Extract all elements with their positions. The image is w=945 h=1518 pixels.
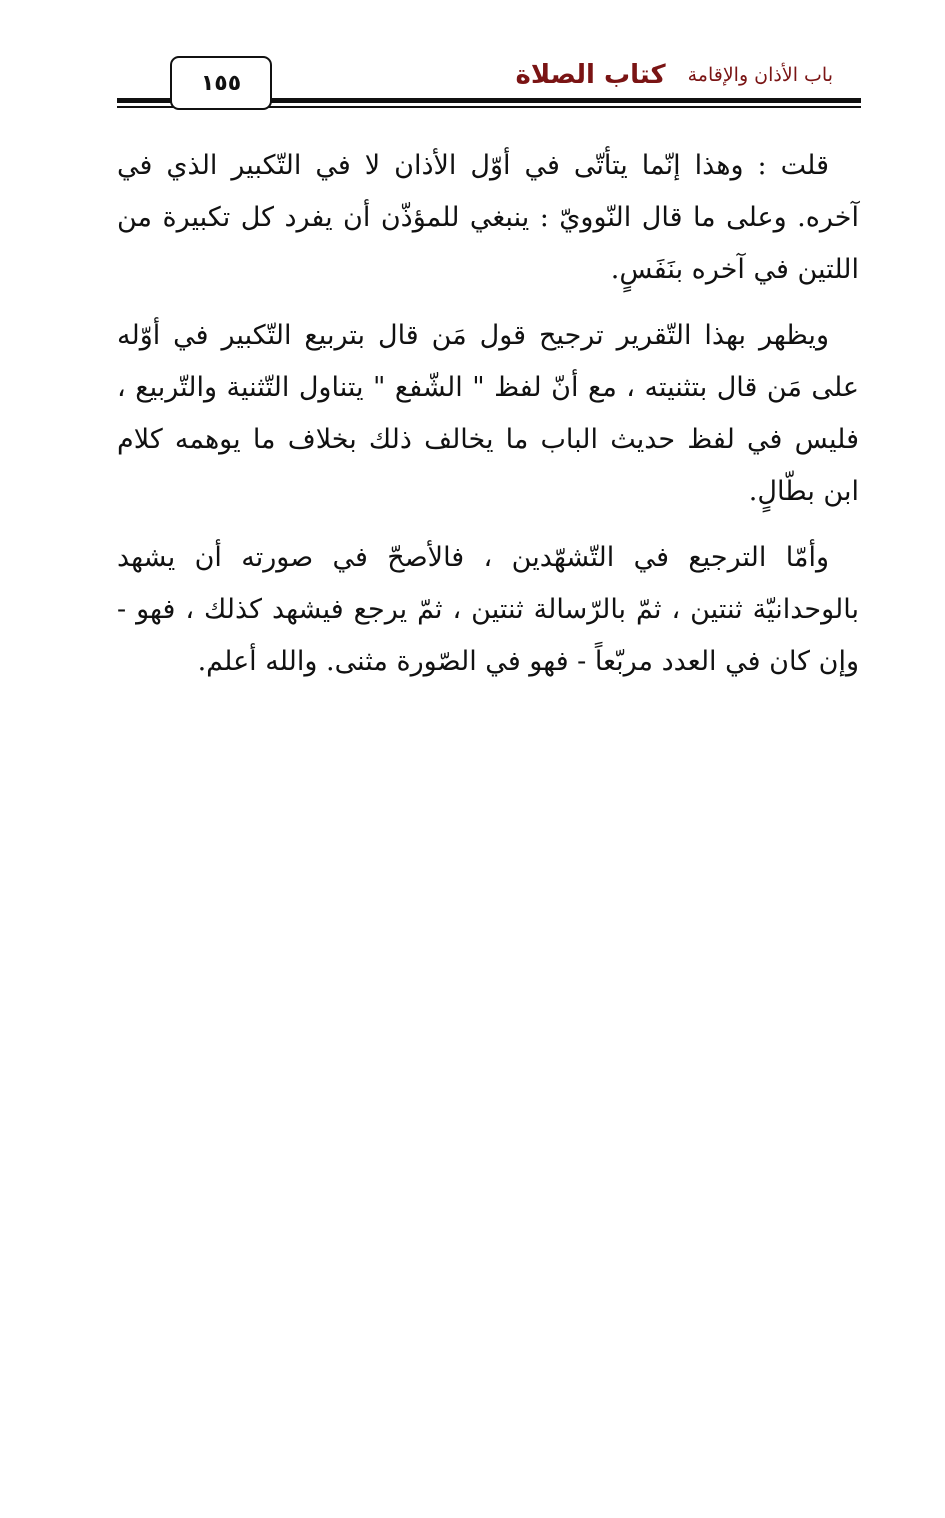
header-titles	[516, 54, 833, 96]
paragraph: ويظهر بهذا التّقرير ترجيح قول مَن قال بتربيع التّكبير في أوّله على مَن قال بتثنيته ، مع أنّ لفظ " الشّفع " يتناول التّثنية والتّربيع ، فليس في لفظ حديث الباب ما يخالف ذلك بخلاف ما يوهمه كلام ابن بطّالٍ.	[117, 320, 859, 507]
page-number: ١٥٥	[170, 56, 272, 110]
body-text	[117, 140, 859, 702]
page-header	[117, 54, 861, 110]
book-title: كتاب الصلاة	[515, 60, 666, 90]
chapter-title: باب الأذان والإقامة	[687, 64, 833, 86]
paragraph: وأمّا الترجيع في التّشهّدين ، فالأصحّ في صورته أن يشهد بالوحدانيّة ثنتين ، ثمّ بالرّسالة ثنتين ، ثمّ يرجع فيشهد كذلك ، فهو - وإن كان في العدد مربّعاً - فهو في الصّورة مثنى. والله أعلم.	[117, 542, 859, 677]
paragraph: قلت : وهذا إنّما يتأتّى في أوّل الأذان لا في التّكبير الذي في آخره. وعلى ما قال النّوويّ : ينبغي للمؤذّن أن يفرد كل تكبيرة من اللتين في آخره بنَفَسٍ.	[117, 150, 859, 285]
